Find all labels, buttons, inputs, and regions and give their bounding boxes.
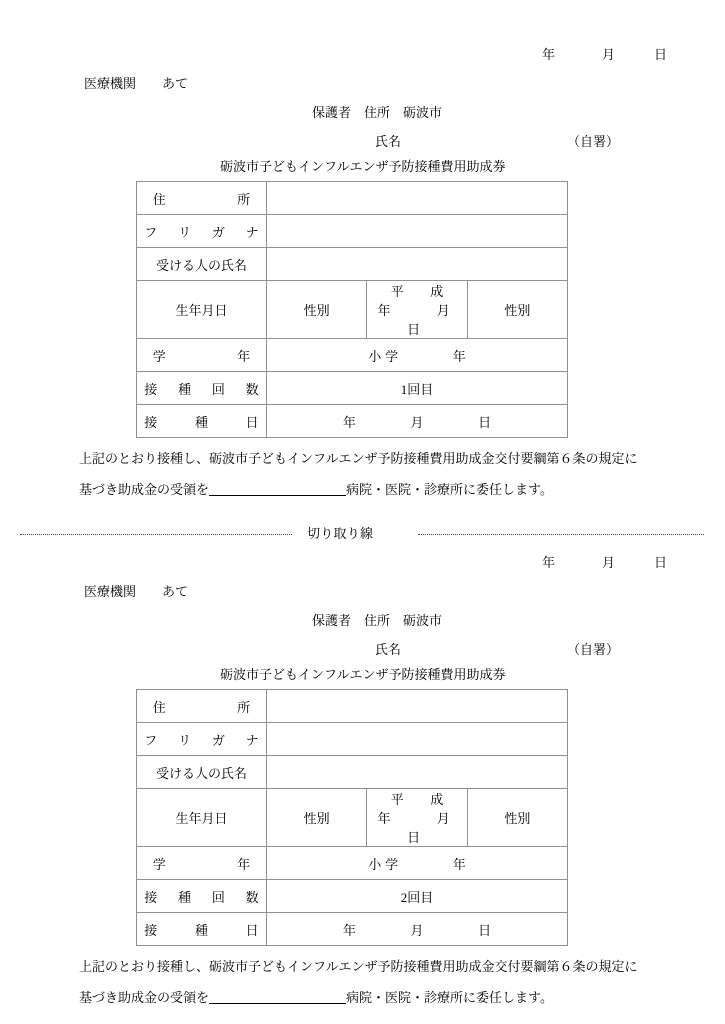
row-value-dosedate-1[interactable]: 年 月 日 xyxy=(267,405,568,438)
row-label-sex-1: 性別 xyxy=(267,281,367,339)
row-value-name-1[interactable] xyxy=(267,248,568,281)
table-row xyxy=(137,248,568,281)
self-signature-note-1: （自署） xyxy=(567,134,620,149)
row-value-furigana-2[interactable] xyxy=(267,723,568,756)
row-label-schoolyear-1: 学 年 xyxy=(137,339,267,372)
row-label-address-2: 住 所 xyxy=(137,690,267,723)
row-value-schoolyear-2[interactable]: 小学 年 xyxy=(267,847,568,880)
date-day-label: 日 xyxy=(654,47,668,62)
table-row xyxy=(137,723,568,756)
row-label-name-2: 受ける人の氏名 xyxy=(137,756,267,789)
table-row xyxy=(137,789,568,847)
row-value-dosedate-2[interactable]: 年 月 日 xyxy=(267,913,568,946)
table-row xyxy=(137,372,568,405)
self-signature-note-2: （自署） xyxy=(567,642,620,657)
row-label-schoolyear-2: 学 年 xyxy=(137,847,267,880)
date-month-label: 月 xyxy=(602,47,616,62)
hospital-name-blank-1[interactable] xyxy=(209,495,346,496)
consent-line2-prefix: 基づき助成金の受領を xyxy=(79,482,210,497)
row-value-address-2[interactable] xyxy=(267,690,568,723)
row-label-dosecount-2: 接 種 回 数 xyxy=(137,880,267,913)
voucher-title-2: 砺波市子どもインフルエンザ予防接種費用助成券 xyxy=(220,667,506,682)
voucher-table-2 xyxy=(136,689,568,946)
row-value-schoolyear-1[interactable]: 小学 年 xyxy=(267,339,568,372)
guardian-address-label-2: 保護者 住所 砺波市 xyxy=(312,613,443,628)
voucher-title-1: 砺波市子どもインフルエンザ予防接種費用助成券 xyxy=(220,159,506,174)
cut-line-label: 切り取り線 xyxy=(307,526,374,541)
cut-divider xyxy=(0,523,725,547)
table-row xyxy=(137,182,568,215)
table-row xyxy=(137,756,568,789)
consent-paragraph-1 xyxy=(79,443,679,505)
voucher-table-1 xyxy=(136,181,568,438)
row-label-name-1: 受ける人の氏名 xyxy=(137,248,267,281)
guardian-name-label-2: 氏名 xyxy=(375,642,402,657)
guardian-address-label-1: 保護者 住所 砺波市 xyxy=(312,105,443,120)
date-month-label: 月 xyxy=(602,555,616,570)
consent-line-2 xyxy=(79,982,679,1013)
row-value-birthdate-2[interactable]: 平 成 年 月 日 xyxy=(367,789,467,847)
consent-line2-prefix: 基づき助成金の受領を xyxy=(79,990,210,1005)
consent-line-2 xyxy=(79,474,679,505)
consent-line2-suffix: 病院・医院・診療所に委任します。 xyxy=(346,482,553,497)
addressee-label-2: 医療機関 あて xyxy=(84,584,189,599)
table-row xyxy=(137,913,568,946)
row-label-address-1: 住 所 xyxy=(137,182,267,215)
row-label-dosedate-1: 接 種 日 xyxy=(137,405,267,438)
row-value-birthdate-1[interactable]: 平 成 年 月 日 xyxy=(367,281,467,339)
table-row xyxy=(137,339,568,372)
guardian-name-label-1: 氏名 xyxy=(375,134,402,149)
cut-dotted-line-left xyxy=(20,534,292,535)
addressee-label-1: 医療機関 あて xyxy=(84,76,189,91)
hospital-name-blank-2[interactable] xyxy=(209,1003,346,1004)
row-value-dosecount-1: 1回目 xyxy=(267,372,568,405)
row-label-furigana-1: フ リ ガ ナ xyxy=(137,215,267,248)
row-value-sex-label-2: 性別 xyxy=(467,789,567,847)
consent-line2-suffix: 病院・医院・診療所に委任します。 xyxy=(346,990,553,1005)
row-value-address-1[interactable] xyxy=(267,182,568,215)
table-row xyxy=(137,690,568,723)
row-label-furigana-2: フ リ ガ ナ xyxy=(137,723,267,756)
consent-line-1: 上記のとおり接種し、砺波市子どもインフルエンザ予防接種費用助成金交付要綱第６条の規定に xyxy=(79,959,638,974)
date-year-label: 年 xyxy=(542,47,556,62)
row-value-sex-label-1: 性別 xyxy=(467,281,567,339)
row-label-dosedate-2: 接 種 日 xyxy=(137,913,267,946)
row-value-name-2[interactable] xyxy=(267,756,568,789)
row-label-birthdate-2: 生年月日 xyxy=(137,789,267,847)
row-label-birthdate-1: 生年月日 xyxy=(137,281,267,339)
table-row xyxy=(137,847,568,880)
table-row xyxy=(137,215,568,248)
row-label-dosecount-1: 接 種 回 数 xyxy=(137,372,267,405)
row-value-dosecount-2: 2回目 xyxy=(267,880,568,913)
date-year-label: 年 xyxy=(542,555,556,570)
consent-paragraph-2 xyxy=(79,951,679,1013)
cut-dotted-line-right xyxy=(418,534,704,535)
table-row xyxy=(137,405,568,438)
table-row xyxy=(137,880,568,913)
row-value-furigana-1[interactable] xyxy=(267,215,568,248)
consent-line-1: 上記のとおり接種し、砺波市子どもインフルエンザ予防接種費用助成金交付要綱第６条の規定に xyxy=(79,451,638,466)
row-label-sex-2: 性別 xyxy=(267,789,367,847)
date-day-label: 日 xyxy=(654,555,668,570)
table-row xyxy=(137,281,568,339)
